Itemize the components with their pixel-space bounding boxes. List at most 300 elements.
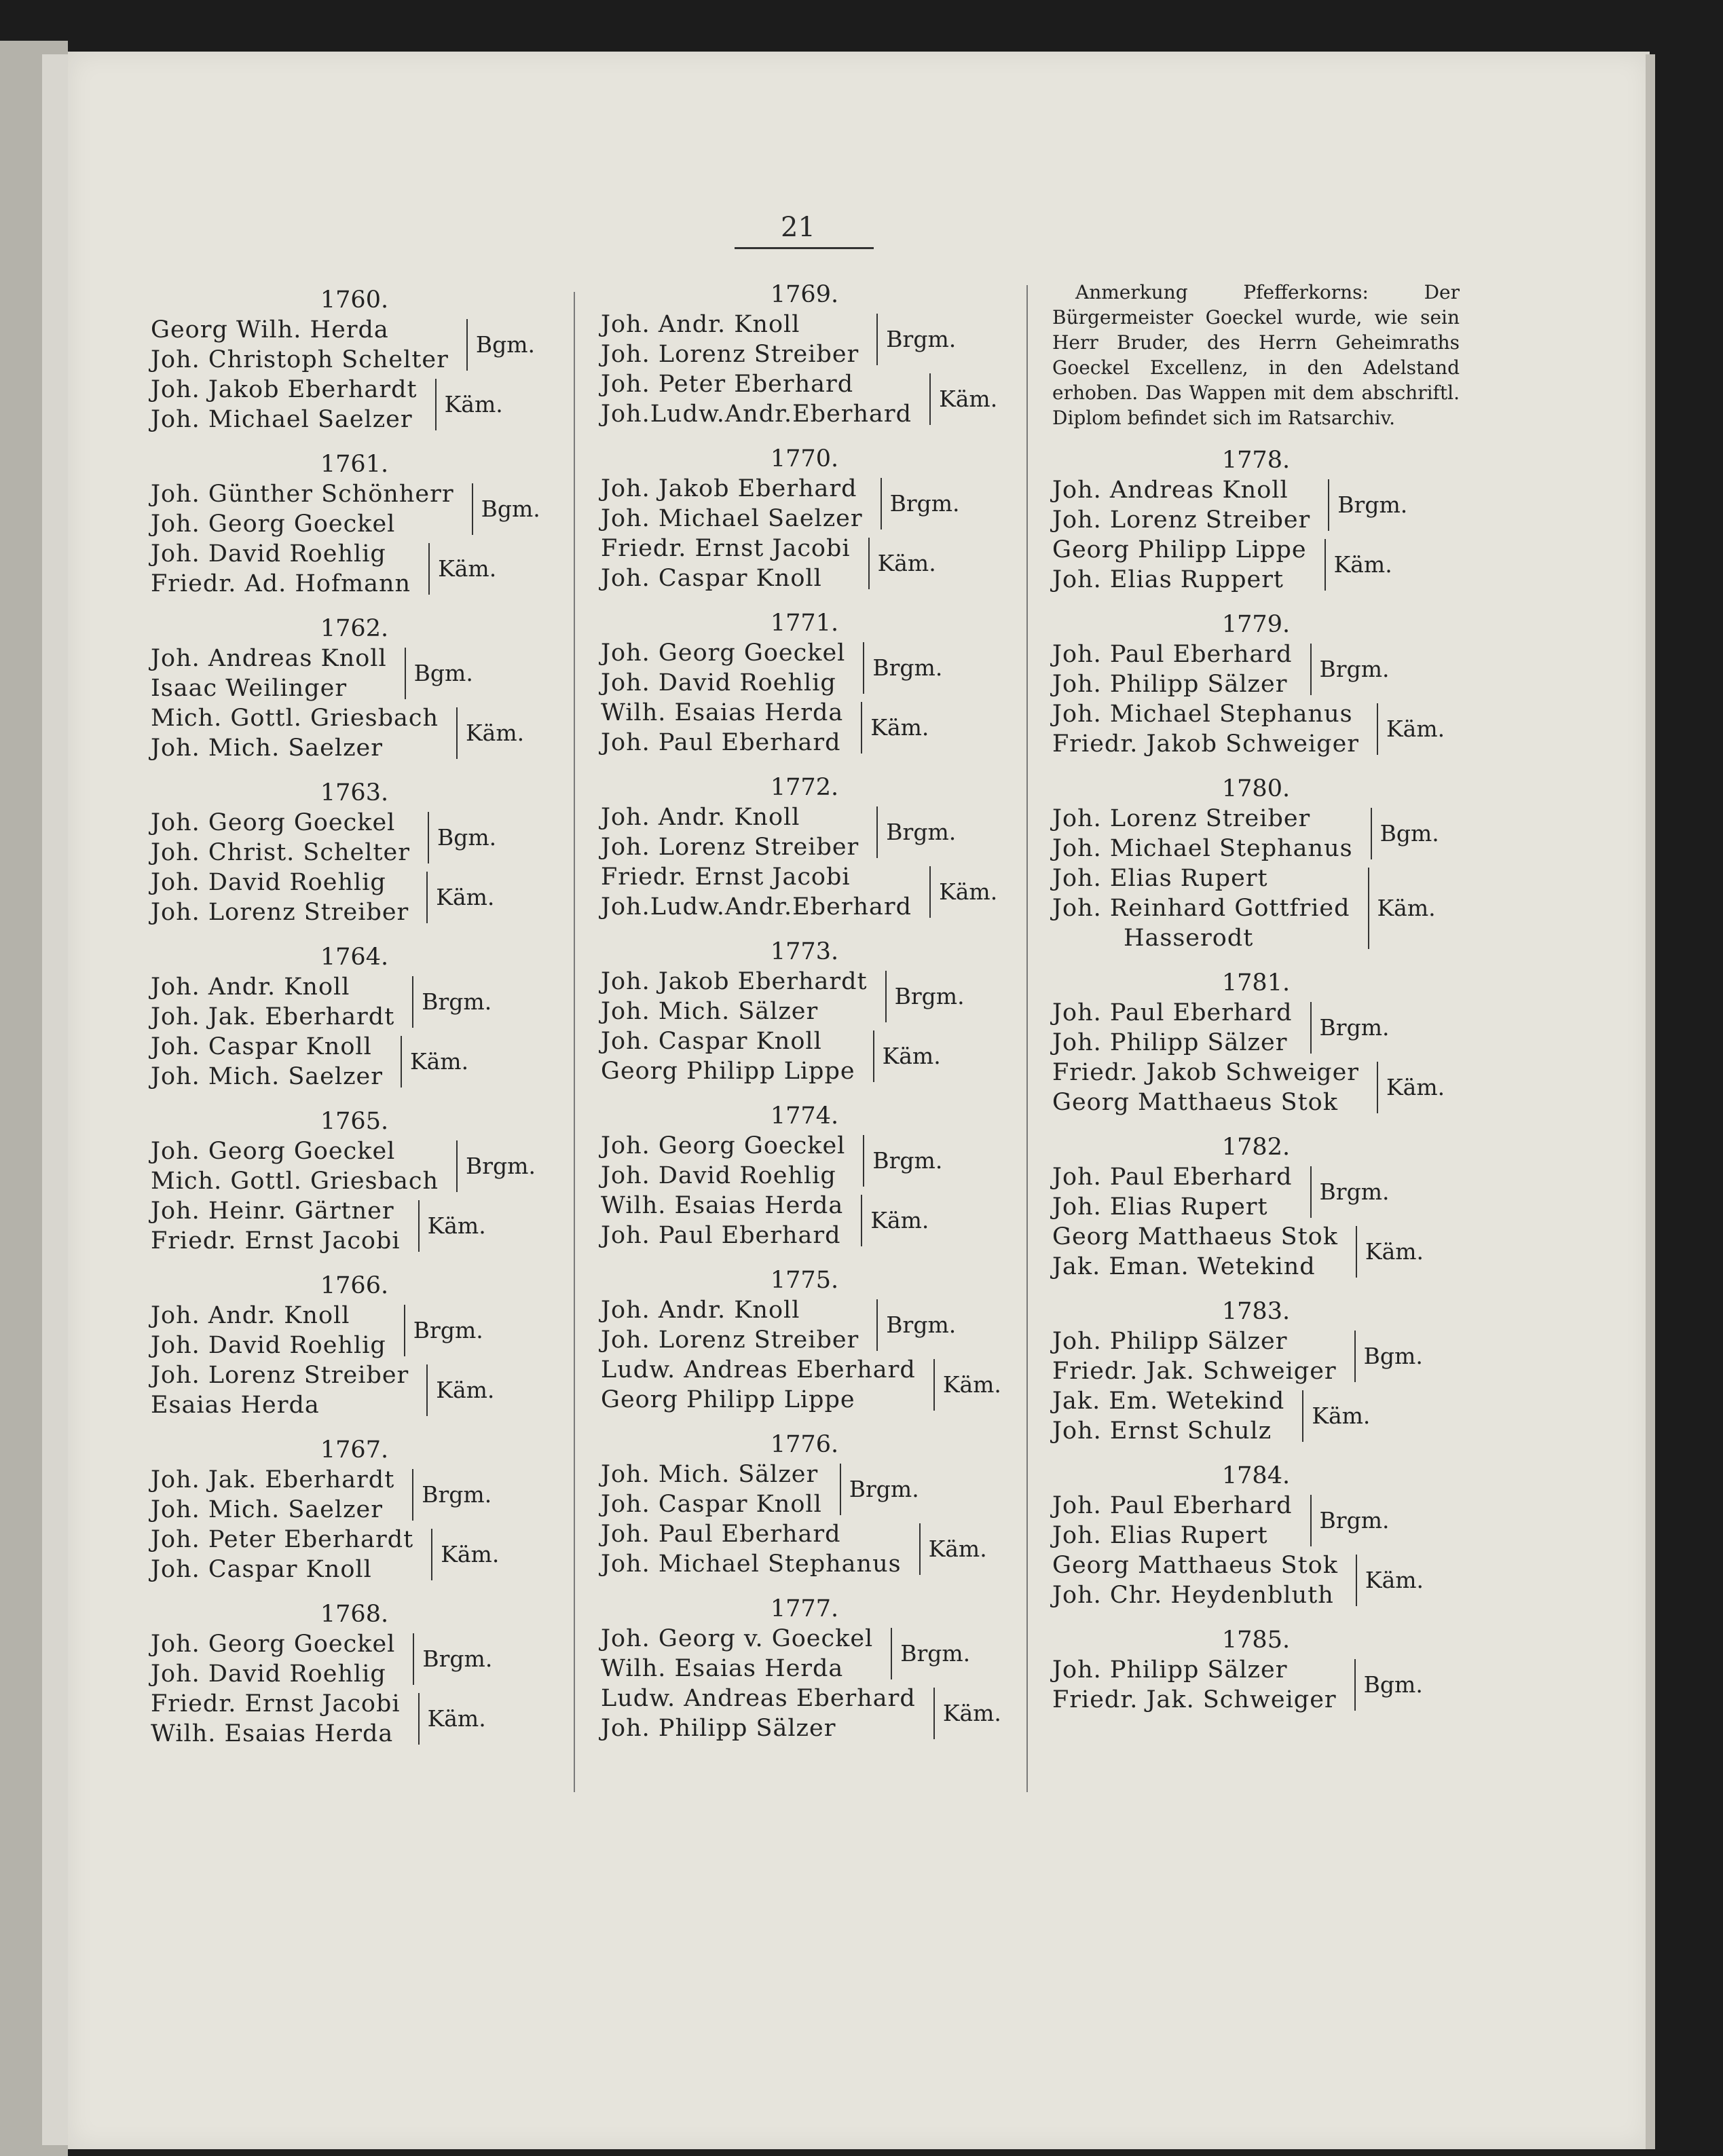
office-group [601, 310, 1008, 369]
office-group [1052, 863, 1460, 953]
official-name: Friedr. Jakob Schweiger [1052, 1059, 1360, 1086]
office-title: Brgm. [886, 326, 957, 352]
official-names [601, 802, 859, 862]
official-name: Joh. Paul Eberhard [1052, 1492, 1293, 1519]
official-name: Friedr. Ad. Hofmann [151, 570, 411, 597]
office-title: Käm. [1365, 1238, 1424, 1265]
official-name: Georg Philipp Lippe [601, 1386, 855, 1413]
official-name: Joh. Heinr. Gärtner [151, 1197, 394, 1225]
official-names [1052, 1058, 1359, 1117]
official-name: Hasserodt [1124, 925, 1254, 952]
official-name: Joh. Caspar Knoll [601, 1491, 822, 1518]
office-group [601, 1624, 1008, 1684]
official-name: Joh. Elias Ruppert [1052, 566, 1284, 593]
brace [868, 478, 882, 529]
official-name: Joh. Caspar Knoll [601, 1028, 822, 1055]
official-name: Mich. Gottl. Griesbach [151, 1168, 439, 1195]
office-title: Brgm. [900, 1640, 971, 1667]
official-names [601, 369, 912, 429]
brace [1290, 1390, 1303, 1442]
year-heading: 1764. [320, 944, 389, 971]
column-divider-1 [574, 292, 575, 1792]
official-name: Joh. Mich. Saelzer [151, 1063, 383, 1090]
office-title: Käm. [436, 884, 495, 910]
column-1 [151, 285, 558, 1749]
office-group [601, 1460, 1008, 1519]
official-name: Mich. Gottl. Griesbach [151, 705, 439, 732]
official-names [1052, 535, 1307, 595]
brace [864, 806, 878, 858]
official-names [601, 698, 843, 758]
brace [1344, 1226, 1357, 1278]
official-names [1052, 998, 1293, 1058]
brace [400, 976, 413, 1028]
official-name: Joh. Andr. Knoll [601, 1297, 800, 1324]
office-title: Brgm. [886, 1312, 957, 1338]
official-names [1052, 1491, 1293, 1550]
year-heading: 1760. [320, 286, 389, 314]
official-name: Georg Philipp Lippe [1052, 536, 1307, 563]
official-name: Joh. David Roehlig [151, 1332, 386, 1359]
office-group [601, 1519, 1008, 1579]
office-group [601, 1131, 1008, 1191]
office-group [1052, 1326, 1460, 1386]
official-names [151, 1196, 401, 1256]
brace [917, 373, 931, 425]
brace [917, 866, 931, 918]
brace [423, 379, 437, 430]
official-name: Joh. Andr. Knoll [151, 1302, 350, 1329]
office-title: Brgm. [1319, 656, 1390, 682]
official-names [601, 638, 845, 698]
year-heading: 1776. [770, 1431, 839, 1458]
official-name: Joh. Günther Schönherr [151, 481, 454, 508]
office-group [1052, 1655, 1460, 1715]
official-name: Friedr. Jakob Schweiger [1052, 730, 1360, 758]
office-group [1052, 1222, 1460, 1282]
brace [1312, 539, 1326, 591]
office-title: Käm. [444, 391, 503, 417]
office-group [601, 1355, 1008, 1415]
official-name: Jak. Em. Wetekind [1052, 1388, 1285, 1415]
official-name: Joh. David Roehlig [151, 540, 386, 568]
office-group [151, 1301, 558, 1360]
official-name: Joh. Georg Goeckel [151, 809, 396, 836]
office-group [151, 539, 558, 599]
official-name: Joh. Andr. Knoll [601, 804, 800, 831]
official-name: Joh. Mich. Sälzer [601, 1461, 819, 1488]
official-name: Joh. Jakob Eberhardt [601, 968, 868, 995]
office-group [1052, 998, 1460, 1058]
official-names [1052, 1386, 1284, 1446]
official-names [1052, 1222, 1338, 1282]
office-title: Käm. [1365, 1567, 1424, 1593]
office-group [1052, 639, 1460, 699]
office-title: Käm. [939, 878, 998, 905]
brace [849, 1195, 862, 1246]
official-names [151, 1689, 401, 1749]
office-title: Bgm. [1363, 1343, 1423, 1369]
brace [1356, 868, 1369, 949]
office-group [151, 1629, 558, 1689]
brace [1344, 1555, 1357, 1606]
office-group [601, 1295, 1008, 1355]
office-title: Brgm. [413, 1317, 483, 1343]
year-heading: 1767. [320, 1436, 389, 1464]
brace [1358, 808, 1372, 859]
official-name: Joh. Lorenz Streiber [151, 899, 409, 926]
official-name: Joh. David Roehlig [601, 1162, 836, 1189]
year-heading: 1762. [320, 615, 389, 642]
office-title: Käm. [1386, 1074, 1445, 1100]
office-group [1052, 475, 1460, 535]
official-names [601, 1131, 845, 1191]
office-group [151, 1525, 558, 1584]
office-group [601, 698, 1008, 758]
official-name: Esaias Herda [151, 1392, 320, 1419]
brace [460, 483, 473, 535]
official-name: Joh. Lorenz Streiber [151, 1362, 409, 1389]
official-names [151, 1465, 394, 1525]
office-group [601, 474, 1008, 534]
office-group [601, 967, 1008, 1026]
year-heading: 1780. [1221, 775, 1291, 802]
official-name: Joh. Jakob Eberhardt [151, 376, 418, 403]
brace [907, 1523, 921, 1575]
brace [878, 1628, 892, 1679]
official-name: Joh. Georg Goeckel [601, 1132, 846, 1159]
official-name: Friedr. Jak. Schweiger [1052, 1686, 1337, 1713]
official-name: Joh. Lorenz Streiber [601, 341, 859, 368]
brace [1298, 1495, 1312, 1546]
official-names [1052, 475, 1310, 535]
office-group [1052, 699, 1460, 759]
office-title: Brgm. [422, 1646, 493, 1672]
office-group [601, 638, 1008, 698]
office-title: Brgm. [872, 1147, 943, 1174]
office-title: Käm. [1312, 1402, 1371, 1429]
column-3 [1052, 280, 1460, 1715]
official-name: Joh. Philipp Sälzer [1052, 671, 1288, 698]
official-name: Joh. Paul Eberhard [1052, 1164, 1293, 1191]
official-name: Joh. Philipp Sälzer [601, 1715, 836, 1742]
year-heading: 1770. [770, 445, 839, 472]
brace [392, 648, 406, 699]
office-group [151, 1689, 558, 1749]
official-name: Joh. Mich. Sälzer [601, 998, 819, 1025]
year-heading: 1774. [770, 1102, 839, 1130]
office-title: Brgm. [1319, 1014, 1390, 1041]
office-title: Brgm. [849, 1476, 919, 1502]
official-name: Joh. Paul Eberhard [601, 1521, 841, 1548]
office-group [601, 1684, 1008, 1743]
office-group [601, 369, 1008, 429]
office-title: Brgm. [1319, 1178, 1390, 1205]
office-group [151, 1196, 558, 1256]
official-names [1052, 1655, 1337, 1715]
office-title: Käm. [942, 1371, 1001, 1398]
official-name: Georg Matthaeus Stok [1052, 1089, 1338, 1116]
official-name: Ludw. Andreas Eberhard [601, 1685, 916, 1712]
official-name: Joh. Lorenz Streiber [1052, 805, 1311, 832]
official-name: Joh. Paul Eberhard [1052, 641, 1293, 668]
official-name: Joh.Ludw.Andr.Eberhard [601, 401, 912, 428]
office-group [601, 1026, 1008, 1086]
office-title: Bgm. [1379, 820, 1439, 847]
official-name: Wilh. Esaias Herda [601, 1655, 844, 1682]
office-group [601, 1191, 1008, 1250]
brace [414, 872, 428, 923]
official-name: Joh. Peter Eberhardt [151, 1526, 414, 1553]
official-names [601, 862, 912, 922]
official-name: Joh. Elias Rupert [1052, 1193, 1268, 1221]
official-name: Joh. Georg Goeckel [601, 639, 846, 667]
official-name: Joh. Mich. Saelzer [151, 735, 383, 762]
official-name: Joh. Jakob Eberhard [601, 475, 857, 502]
office-title: Brgm. [1319, 1507, 1390, 1534]
official-names [1052, 1326, 1337, 1386]
official-name: Georg Matthaeus Stok [1052, 1223, 1338, 1250]
official-names [151, 315, 449, 375]
office-title: Bgm. [1363, 1671, 1423, 1698]
official-names [1052, 1550, 1338, 1610]
brace [388, 1036, 402, 1088]
year-heading: 1784. [1221, 1462, 1291, 1489]
brace [864, 1299, 878, 1351]
brace [849, 702, 862, 754]
official-name: Joh. Philipp Sälzer [1052, 1029, 1288, 1056]
official-names [601, 1026, 855, 1086]
office-group [151, 479, 558, 539]
brace [401, 1633, 414, 1685]
official-name: Joh. Christoph Schelter [151, 346, 449, 373]
official-name: Joh. Michael Saelzer [151, 406, 413, 433]
brace [1365, 1062, 1378, 1113]
official-name: Joh. Caspar Knoll [151, 1033, 372, 1060]
office-title: Brgm. [422, 1481, 492, 1508]
official-name: Joh. Philipp Sälzer [1052, 1328, 1288, 1355]
brace [444, 707, 458, 759]
official-name: Friedr. Ernst Jacobi [151, 1227, 401, 1254]
brace [406, 1693, 420, 1745]
office-group [151, 1032, 558, 1092]
official-name: Joh. Elias Rupert [1052, 865, 1268, 892]
official-names [151, 1301, 386, 1360]
brace [416, 543, 430, 595]
office-title: Käm. [1333, 551, 1392, 578]
office-group [1052, 1162, 1460, 1222]
office-group [151, 375, 558, 434]
year-heading: 1781. [1221, 969, 1291, 997]
official-name: Friedr. Ernst Jacobi [601, 535, 851, 562]
official-name: Wilh. Esaias Herda [151, 1720, 394, 1747]
official-names [151, 539, 411, 599]
office-group [151, 1136, 558, 1196]
year-heading: 1761. [320, 451, 389, 478]
office-group [1052, 1386, 1460, 1446]
official-name: Wilh. Esaias Herda [601, 699, 844, 726]
office-title: Käm. [441, 1541, 500, 1567]
office-title: Käm. [877, 550, 936, 576]
office-title: Käm. [1377, 895, 1436, 921]
official-name: Joh. Andr. Knoll [601, 311, 800, 338]
official-name: Joh. Christ. Schelter [151, 839, 410, 866]
year-heading: 1773. [770, 938, 839, 965]
official-name: Joh. Caspar Knoll [601, 565, 822, 592]
brace [414, 1364, 428, 1416]
official-name: Joh. Georg Goeckel [151, 1138, 396, 1165]
official-name: Friedr. Ernst Jacobi [151, 1690, 401, 1717]
office-title: Käm. [1386, 715, 1445, 742]
office-title: Bgm. [437, 824, 497, 851]
official-name: Joh. Paul Eberhard [601, 1222, 841, 1249]
office-title: Brgm. [886, 819, 957, 845]
official-name: Joh. Andreas Knoll [151, 645, 387, 672]
office-title: Käm. [870, 1207, 929, 1233]
official-name: Joh. Jak. Eberhardt [151, 1466, 395, 1493]
office-title: Brgm. [894, 983, 965, 1009]
office-group [1052, 1491, 1460, 1550]
office-group [1052, 1550, 1460, 1610]
office-group [601, 802, 1008, 862]
annotation-note: Anmerkung Pfefferkorns: Der Bürgermeister Goeckel wurde, wie sein Herr Bruder, des Herrn Geheimraths Goeckel Excellenz, in den Adelstand erhoben. Das Wappen mit dem abschriftl. Diplom befindet sich im Ratsarchiv. [1052, 281, 1460, 429]
official-names [1052, 863, 1350, 953]
office-title: Brgm. [889, 490, 960, 517]
official-names [1052, 639, 1293, 699]
office-title: Käm. [427, 1212, 486, 1239]
official-name: Joh. Lorenz Streiber [601, 1326, 859, 1354]
official-names [151, 1032, 383, 1092]
official-names [601, 1460, 822, 1519]
official-name: Joh. Jak. Eberhardt [151, 1003, 395, 1030]
official-names [1052, 804, 1353, 863]
office-title: Käm. [870, 714, 929, 741]
year-heading: 1765. [320, 1108, 389, 1135]
official-name: Joh. David Roehlig [151, 1660, 386, 1688]
official-name: Joh. Georg v. Goeckel [601, 1625, 874, 1652]
official-name: Joh. Philipp Sälzer [1052, 1656, 1288, 1684]
office-title: Brgm. [1337, 491, 1408, 518]
official-name: Joh. Michael Stephanus [601, 1550, 902, 1578]
year-heading: 1766. [320, 1272, 389, 1299]
official-names [151, 972, 394, 1032]
official-names [601, 1519, 902, 1579]
brace [419, 1529, 432, 1580]
brace [851, 1135, 864, 1187]
year-heading: 1769. [770, 281, 839, 308]
brace [1298, 1002, 1312, 1054]
year-heading: 1775. [770, 1267, 839, 1294]
official-name: Joh. Paul Eberhard [601, 729, 841, 756]
column-divider-2 [1026, 285, 1028, 1792]
column-2 [601, 280, 1008, 1743]
brace [1298, 1166, 1312, 1218]
official-names [151, 1360, 409, 1420]
official-names [601, 310, 859, 369]
page-number-rule [735, 247, 874, 249]
brace [392, 1305, 405, 1356]
official-name: Joh. David Roehlig [151, 869, 386, 896]
office-title: Käm. [466, 720, 525, 746]
brace [856, 538, 870, 589]
official-names [1052, 699, 1359, 759]
brace [1365, 703, 1378, 755]
official-name: Georg Matthaeus Stok [1052, 1552, 1338, 1579]
brace [1342, 1331, 1356, 1382]
page-number: 21 [781, 212, 815, 243]
official-name: Joh. Georg Goeckel [151, 1631, 396, 1658]
year-heading: 1778. [1221, 447, 1291, 474]
official-name: Wilh. Esaias Herda [601, 1192, 844, 1219]
year-heading: 1782. [1221, 1134, 1291, 1161]
official-name: Joh. Peter Eberhard [601, 371, 854, 398]
brace [400, 1469, 413, 1521]
official-name: Friedr. Jak. Schweiger [1052, 1358, 1337, 1385]
brace [828, 1464, 841, 1515]
year-heading: 1783. [1221, 1298, 1291, 1325]
office-title: Käm. [942, 1700, 1001, 1726]
office-group [151, 868, 558, 927]
official-name: Georg Philipp Lippe [601, 1058, 855, 1085]
office-title: Brgm. [466, 1153, 536, 1179]
office-group [1052, 1058, 1460, 1117]
year-heading: 1763. [320, 779, 389, 806]
brace [921, 1688, 935, 1739]
official-name: Joh. Reinhard Gottfried [1052, 895, 1350, 922]
official-name: Joh. Andr. Knoll [151, 973, 350, 1001]
official-name: Friedr. Ernst Jacobi [601, 863, 851, 891]
official-name: Joh. Lorenz Streiber [601, 834, 859, 861]
official-name: Joh. Michael Stephanus [1052, 701, 1353, 728]
official-name: Joh. Elias Rupert [1052, 1522, 1268, 1549]
brace [406, 1200, 420, 1252]
official-names [601, 1624, 873, 1684]
official-name: Joh. David Roehlig [601, 669, 836, 696]
brace [1298, 644, 1312, 695]
office-title: Käm. [438, 555, 497, 582]
office-group [151, 808, 558, 868]
office-group [601, 862, 1008, 922]
official-name: Joh. Caspar Knoll [151, 1556, 372, 1583]
office-title: Käm. [409, 1048, 469, 1075]
year-heading: 1768. [320, 1601, 389, 1628]
office-group [1052, 804, 1460, 863]
official-names [601, 967, 868, 1026]
official-name: Ludw. Andreas Eberhard [601, 1356, 916, 1383]
official-names [151, 1525, 413, 1584]
brace [1342, 1659, 1356, 1711]
office-title: Käm. [436, 1377, 495, 1403]
office-group [151, 1465, 558, 1525]
year-heading: 1772. [770, 774, 839, 801]
official-name: Joh. Chr. Heydenbluth [1052, 1582, 1334, 1609]
official-name: Isaac Weilinger [151, 675, 348, 702]
brace [873, 971, 887, 1022]
office-title: Käm. [427, 1705, 486, 1732]
official-names [151, 479, 454, 539]
official-name: Joh. Michael Stephanus [1052, 835, 1353, 862]
office-group [151, 972, 558, 1032]
left-page-margin [42, 54, 71, 2145]
official-names [601, 1191, 843, 1250]
official-name: Joh. Andreas Knoll [1052, 477, 1289, 504]
office-title: Brgm. [872, 654, 943, 681]
official-name: Joh. Georg Goeckel [151, 510, 396, 538]
office-group [151, 644, 558, 703]
official-names [151, 868, 409, 927]
office-group [151, 703, 558, 763]
brace [454, 319, 468, 371]
